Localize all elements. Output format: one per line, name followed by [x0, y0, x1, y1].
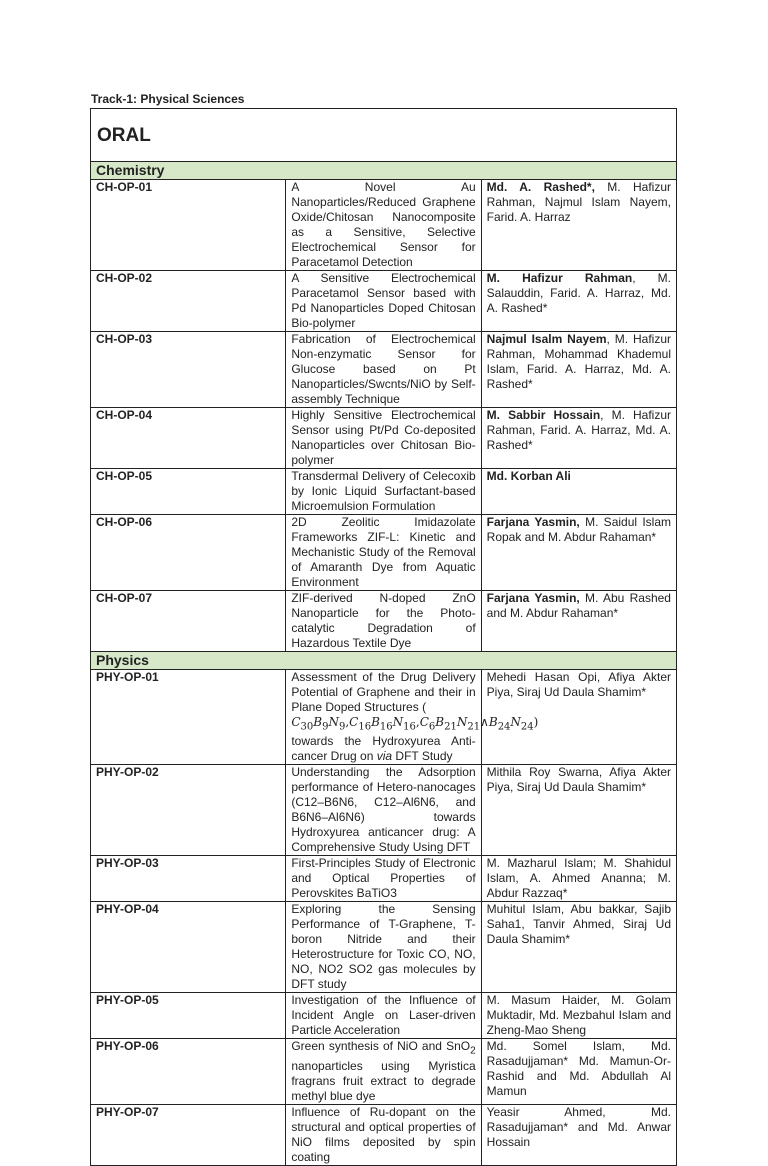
formula-subscript: 24: [497, 721, 511, 733]
formula-symbol: C: [349, 715, 359, 729]
formula-symbol: ,: [415, 715, 420, 729]
paper-title: Fabrication of Electrochemical Non-enzymatic Sensor for Glucose based on Pt Nanoparticles/Swcnts/NiO by Self-assembly Technique: [286, 332, 481, 408]
title-part: Green synthesis of NiO and SnO: [291, 1039, 471, 1054]
paper-title: [286, 1039, 481, 1104]
formula-subscript: 16: [358, 721, 372, 733]
table-row: [91, 180, 677, 271]
formula-symbol: B: [371, 715, 380, 729]
formula-symbol: N: [392, 715, 404, 729]
formula-symbol: N: [456, 715, 468, 729]
section-title-physics: Physics: [91, 652, 677, 670]
formula-subscript: 9: [338, 721, 346, 733]
track-title: Track-1: Physical Sciences: [91, 92, 245, 106]
paper-authors: M. Masum Haider, M. Golam Muktadir, Md. Mezbahul Islam and Zheng-Mao Sheng: [481, 993, 676, 1039]
paper-authors: [481, 180, 676, 271]
co-authors: , M. Hafizur Rahman, Farid. A. Harraz, Md. A. Rashed*: [486, 408, 671, 452]
paper-title: ZIF-derived N-doped ZnO Nanoparticle for the Photo-catalytic Degradation of Hazardous Textile Dye: [286, 591, 481, 652]
table-row: [91, 332, 677, 408]
paper-title: Investigation of the Influence of Incident Angle on Laser-driven Particle Acceleration: [286, 993, 481, 1039]
formula-symbol: N: [510, 715, 521, 729]
formula-subscript: 16: [403, 721, 416, 733]
formula-symbol: ∧: [480, 715, 489, 729]
paper-title: A Novel Au Nanoparticles/Reduced Graphene Oxide/Chitosan Nanocomposite as a Sensitive, Selective Electrochemical Sensor for Paracetamol Detection: [286, 180, 481, 271]
co-authors: M. Hafizur Rahman, Najmul Islam Nayem, Farid. A. Harraz: [486, 180, 671, 224]
section-title-chemistry: Chemistry: [91, 162, 677, 180]
paper-authors: [481, 469, 676, 515]
formula-subscript: 21: [467, 721, 481, 733]
paper-title: First-Principles Study of Electronic and Optical Properties of Perovskites BaTiO3: [286, 856, 481, 902]
table-row: [91, 408, 677, 469]
presenting-author: Najmul Isalm Nayem: [486, 332, 607, 346]
table-row: [91, 902, 677, 993]
paper-authors: Mithila Roy Swarna, Afiya Akter Piya, Siraj Ud Daula Shamim*: [481, 765, 676, 856]
table-row: [91, 765, 677, 856]
program-table: [90, 108, 677, 1166]
table-row: [91, 993, 677, 1039]
co-authors: M. Saidul Islam Ropak and M. Abdur Rahaman*: [486, 515, 671, 544]
paper-title: [286, 670, 539, 765]
paper-title: Understanding the Adsorption performance of Hetero-nanocages (C12–B6N6, C12–Al6N6, and B6N6–Al6N6) towards Hydroxyurea anticancer drug: A Comprehensive Study Using DFT: [286, 765, 481, 856]
presenting-author: M. Hafizur Rahman: [486, 271, 633, 285]
formula-subscript: 24: [520, 721, 534, 733]
formula-symbol: B: [435, 715, 445, 729]
paper-code: CH-OP-07: [91, 591, 286, 652]
paper-title: A Sensitive Electrochemical Paracetamol Sensor based with Pd Nanoparticles Doped Chitosan Bio-polymer: [286, 271, 481, 332]
paper-authors: Muhitul Islam, Abu bakkar, Sajib Saha1, Tanvir Ahmed, Siraj Ud Daula Shamim*: [481, 902, 676, 993]
formula-subscript: 6: [428, 721, 436, 733]
table-row: [91, 469, 677, 515]
paper-authors: M. Mazharul Islam; M. Shahidul Islam, A. Ahmed Ananna; M. Abdur Razzaq*: [481, 856, 676, 902]
table-row: [91, 1039, 677, 1104]
formula-symbol: C: [291, 715, 301, 729]
co-authors: , M. Hafizur Rahman, Mohammad Khademul Islam, Farid. A. Harraz, Md. A. Rashed*: [486, 332, 671, 391]
formula-symbol: B: [313, 715, 323, 729]
co-authors: , M. Salauddin, Farid. A. Harraz, Md. A. Rashed*: [486, 271, 672, 315]
formula-symbol: B: [488, 715, 498, 729]
paper-title: Transdermal Delivery of Celecoxib by Ionic Liquid Surfactant-based Microemulsion Formulation: [286, 469, 481, 515]
paper-code: PHY-OP-02: [91, 765, 286, 856]
formula-subscript: 16: [379, 721, 393, 733]
paper-title: Highly Sensitive Electrochemical Sensor using Pt/Pd Co-deposited Nanoparticles over Chitosan Bio-polymer: [286, 408, 481, 469]
section-row-physics: [91, 652, 677, 670]
formula-subscript: 9: [322, 721, 329, 733]
formula-symbol: N: [328, 715, 339, 729]
title-italic: via: [376, 749, 393, 764]
paper-code: PHY-OP-04: [91, 902, 286, 993]
formula-symbol: C: [419, 715, 429, 729]
paper-code: CH-OP-06: [91, 515, 286, 591]
table-row: [91, 271, 677, 332]
paper-code: PHY-OP-07: [91, 1104, 286, 1165]
paper-code: PHY-OP-06: [91, 1039, 286, 1104]
presenting-author: Farjana Yasmin,: [486, 515, 580, 529]
paper-code: CH-OP-01: [91, 180, 286, 271]
section-row-chemistry: [91, 162, 677, 180]
paper-code: CH-OP-03: [91, 332, 286, 408]
paper-authors: [481, 515, 676, 591]
co-authors: M. Abu Rashed and M. Abdur Rahaman*: [486, 591, 671, 620]
table-row: [91, 591, 677, 652]
title-part: DFT Study: [392, 749, 453, 764]
title-part: towards the Hydroxyurea Anti-cancer Drug on: [291, 734, 476, 764]
chemical-formula: [291, 715, 539, 733]
presenting-author: Md. A. Rashed*,: [486, 180, 595, 194]
formula-subscript: 21: [444, 721, 457, 733]
paper-authors: Yeasir Ahmed, Md. Rasadujjaman* and Md. Anwar Hossain: [481, 1104, 676, 1165]
table-row: [91, 856, 677, 902]
oral-header-row: [91, 109, 677, 162]
paper-code: PHY-OP-01: [91, 670, 286, 765]
formula-paren: ): [533, 715, 539, 729]
paper-authors: [481, 332, 676, 408]
title-part: Assessment of the Drug Delivery Potential of Graphene and their in Plane Doped Structures (: [291, 670, 476, 714]
paper-authors: Mehedi Hasan Opi, Afiya Akter Piya, Siraj Ud Daula Shamim*: [481, 670, 676, 765]
paper-authors: [481, 408, 676, 469]
table-row: [91, 515, 677, 591]
paper-title: 2D Zeolitic Imidazolate Frameworks ZIF-L: Kinetic and Mechanistic Study of the Removal of Amaranth Dye from Aquatic Environment: [286, 515, 481, 591]
subscript: 2: [470, 1045, 476, 1057]
paper-code: PHY-OP-05: [91, 993, 286, 1039]
paper-title: Exploring the Sensing Performance of T-Graphene, T-boron Nitride and their Heterostructure for Toxic CO, NO, NO, NO2 SO2 gas molecules by DFT study: [286, 902, 481, 993]
title-part: nanoparticles using Myristica fragrans fruit extract to degrade methyl blue dye: [291, 1058, 476, 1103]
presenting-author: Md. Korban Ali: [486, 469, 571, 483]
paper-code: CH-OP-05: [91, 469, 286, 515]
paper-code: PHY-OP-03: [91, 856, 286, 902]
paper-authors: Md. Somel Islam, Md. Rasadujjaman* Md. Mamun-Or-Rashid and Md. Abdullah Al Mamun: [481, 1039, 676, 1104]
paper-title: Influence of Ru-dopant on the structural and optical properties of NiO films deposited by spin coating: [286, 1104, 481, 1165]
paper-code: CH-OP-02: [91, 271, 286, 332]
paper-code: CH-OP-04: [91, 408, 286, 469]
paper-authors: [481, 271, 676, 332]
presenting-author: M. Sabbir Hossain: [486, 408, 601, 422]
table-row: [91, 670, 677, 765]
presenting-author: Farjana Yasmin,: [486, 591, 580, 605]
table-row: [91, 1104, 677, 1165]
formula-symbol: ,: [345, 715, 350, 729]
oral-label: ORAL: [91, 109, 677, 162]
paper-authors: [481, 591, 676, 652]
formula-subscript: 30: [300, 721, 314, 733]
